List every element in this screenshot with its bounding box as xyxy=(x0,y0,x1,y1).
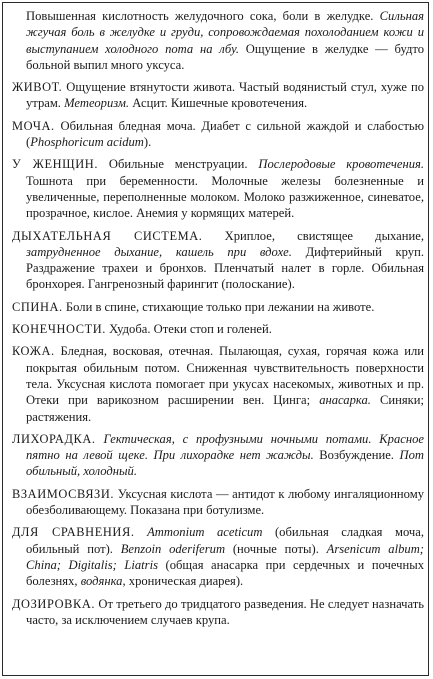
section-heading: ДЫХАТЕЛЬНАЯ СИСТЕМА. xyxy=(12,228,203,243)
text: Возбуждение. xyxy=(319,448,394,463)
section-heading: ДЛЯ СРАВНЕНИЯ. xyxy=(12,525,135,540)
section-heading: ЛИХОРАДКА. xyxy=(12,431,96,446)
section-relationships xyxy=(12,486,424,519)
italic-text: Метеоризм. xyxy=(64,96,130,111)
text: Боли в спине, стихающие только при лежании на животе. xyxy=(65,299,375,314)
text: (ночные поты). xyxy=(232,541,319,556)
section-heading: КОЖА. xyxy=(12,344,55,359)
text: От третьего до тридцатого разведения. Не следует назначать часто, за исключением случаев крупа. xyxy=(26,596,424,627)
italic-text: Phosphoricum acidum xyxy=(30,135,144,150)
section-skin xyxy=(12,343,424,424)
section-heading: ВЗАИМОСВЯЗИ. xyxy=(12,486,115,501)
italic-text: Сильная жгучая боль в желудке и груди, сопровождаемая похолоданием кожи и выступанием холодного пота на лбу. xyxy=(26,9,424,56)
text: хроническая диарея). xyxy=(128,574,244,589)
section-dosage xyxy=(12,596,424,629)
italic-text: Ammonium aceticum xyxy=(147,525,263,540)
text: (общая анасарка при сердечных и почечных болезнях, xyxy=(26,557,424,589)
section-heading: КОНЕЧНОСТИ. xyxy=(12,322,106,337)
text: Асцит. Кишечные кровотечения. xyxy=(132,96,308,111)
italic-text: Гектическая, с профузными ночными потами. Красное пятно на левой щеке. При лихорадке нет жажды. xyxy=(26,431,424,463)
text: Синяки; растяжения. xyxy=(26,393,424,424)
section-heading: ЖИВОТ. xyxy=(12,80,63,95)
text: Хриплое, свистящее дыхание, xyxy=(224,228,424,243)
italic-text: Arsenicum album; China; Digitalis; Liatris xyxy=(26,541,424,572)
text: Ощущение в желудке — будто больной выпил много уксуса. xyxy=(26,41,424,72)
text: Повышенная кислотность желудочного сока, боли в желудке. xyxy=(26,9,374,23)
text: Дифтерийный круп. Раздражение трахеи и бронхов. Пленчатый налет в горле. Обильная бронхорея. Гангренозный фарингит (полоскание). xyxy=(26,244,424,292)
italic-text: затрудненное дыхание, кашель при вдохе. xyxy=(26,244,292,259)
italic-text: Послеродовые кровотечения. xyxy=(258,157,424,172)
text: Обильные менструации. xyxy=(108,157,248,172)
section-heading: МОЧА. xyxy=(12,118,55,133)
italic-text: водянка, xyxy=(80,574,126,589)
text: Обильная бледная моча. Диабет с сильной жаждой и слабостью ( xyxy=(26,118,424,150)
text: Бледная, восковая, отечная. Пылающая, сухая, горячая кожа или покрытая обильным потом. Сниженная чувствительность поверхности тела. Уксусная кислота помогает при укусах насекомых, животных и пр. Отеки при варикозном расширении вен. Цинга; xyxy=(26,344,424,408)
section-women xyxy=(12,156,424,221)
section-fever xyxy=(12,431,424,480)
text: Ощущение втянутости живота. Частый водянистый стул, хуже по утрам. xyxy=(26,80,424,111)
section-heading: ДОЗИРОВКА. xyxy=(12,596,96,611)
text: Уксусная кислота — антидот к любому ингаляционному обезболивающему. Показана при ботулизме. xyxy=(26,486,424,518)
stomach-paragraph xyxy=(12,8,424,73)
section-urine xyxy=(12,118,424,151)
text: Тошнота при беременности. Молочные железы болезненные и увеличенные, переполненные молоком. Молоко разжиженное, синеватое, прозрачное, кислое. Анемия у кормящих матерей. xyxy=(26,173,424,221)
text: (обильная сладкая моча, обильный пот). xyxy=(26,525,424,556)
section-extremities xyxy=(12,321,424,337)
text: Худоба. Отеки стоп и голеней. xyxy=(109,322,272,337)
section-back xyxy=(12,299,424,315)
section-respiratory xyxy=(12,228,424,293)
italic-text: Benzoin oderiferum xyxy=(120,541,226,556)
document-page xyxy=(12,8,424,634)
section-heading: СПИНА. xyxy=(12,299,63,314)
italic-text: анасарка. xyxy=(319,393,371,408)
italic-text: Пот обильный, холодный. xyxy=(26,448,424,479)
section-heading: У ЖЕНЩИН. xyxy=(12,157,99,172)
section-compare xyxy=(12,524,424,589)
text: ). xyxy=(143,135,152,150)
section-abdomen xyxy=(12,79,424,112)
